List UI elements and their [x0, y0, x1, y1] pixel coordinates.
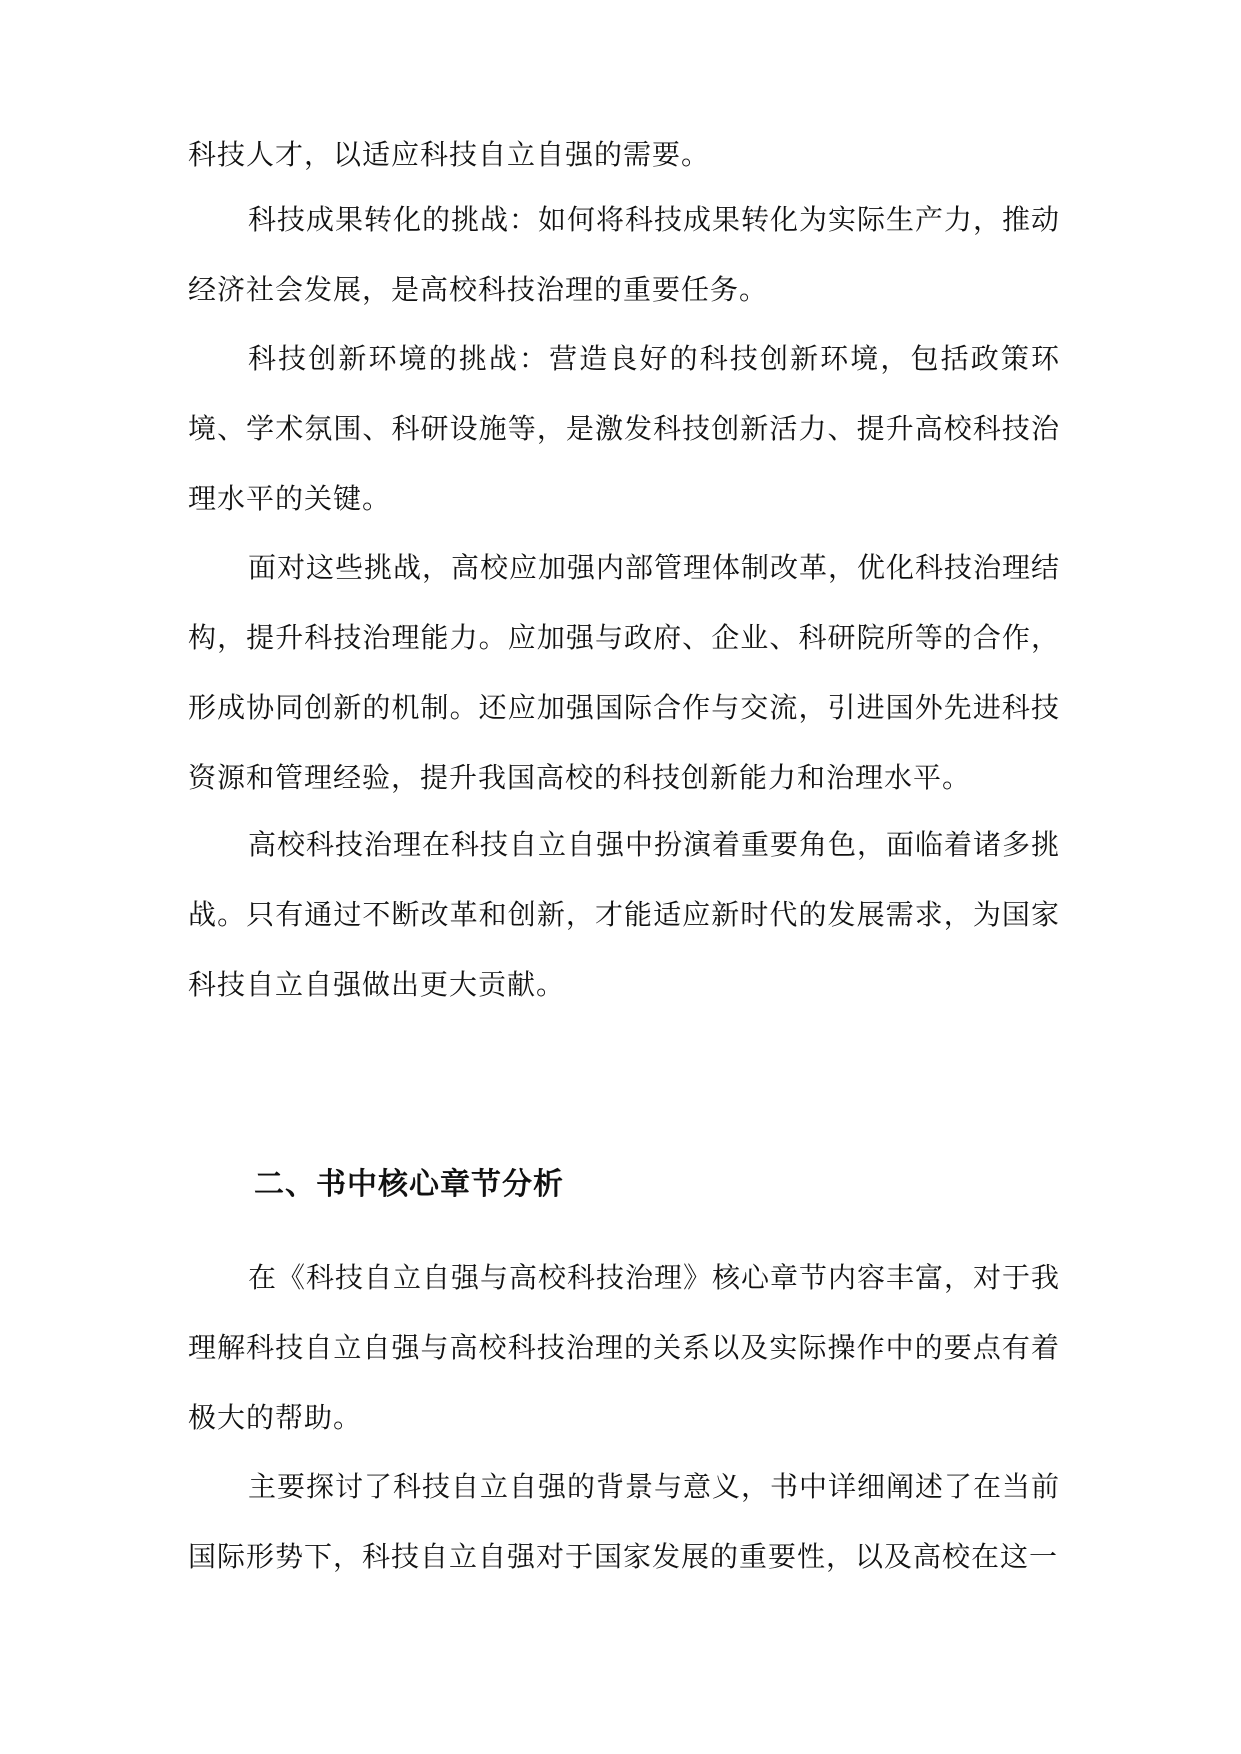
- paragraph-background-significance: 主要探讨了科技自立自强的背景与意义，书中详细阐述了在当前国际形势下，科技自立自强对于国家发展的重要性，以及高校在这一: [188, 1470, 1061, 1573]
- paragraph-facing-challenges: 面对这些挑战，高校应加强内部管理体制改革，优化科技治理结构，提升科技治理能力。应加强与政府、企业、科研院所等的合作，形成协同创新的机制。还应加强国际合作与交流，引进国外先进科技资源和管理经验，提升我国高校的科技创新能力和治理水平。: [188, 551, 1061, 794]
- paragraph-continuation: 科技人才，以适应科技自立自强的需要。: [188, 138, 711, 171]
- paragraph-tech-transfer-challenge: 科技成果转化的挑战：如何将科技成果转化为实际生产力，推动经济社会发展，是高校科技治理的重要任务。: [188, 203, 1061, 306]
- paragraph-conclusion: 高校科技治理在科技自立自强中扮演着重要角色，面临着诸多挑战。只有通过不断改革和创新，才能适应新时代的发展需求，为国家科技自立自强做出更大贡献。: [188, 828, 1061, 1001]
- paragraph-core-chapters-intro: 在《科技自立自强与高校科技治理》核心章节内容丰富，对于我理解科技自立自强与高校科技治理的关系以及实际操作中的要点有着极大的帮助。: [188, 1261, 1061, 1434]
- section-heading: 二、书中核心章节分析: [254, 1167, 564, 1202]
- paragraph-innovation-environment-challenge: 科技创新环境的挑战：营造良好的科技创新环境，包括政策环境、学术氛围、科研设施等，是激发科技创新活力、提升高校科技治理水平的关键。: [188, 342, 1060, 515]
